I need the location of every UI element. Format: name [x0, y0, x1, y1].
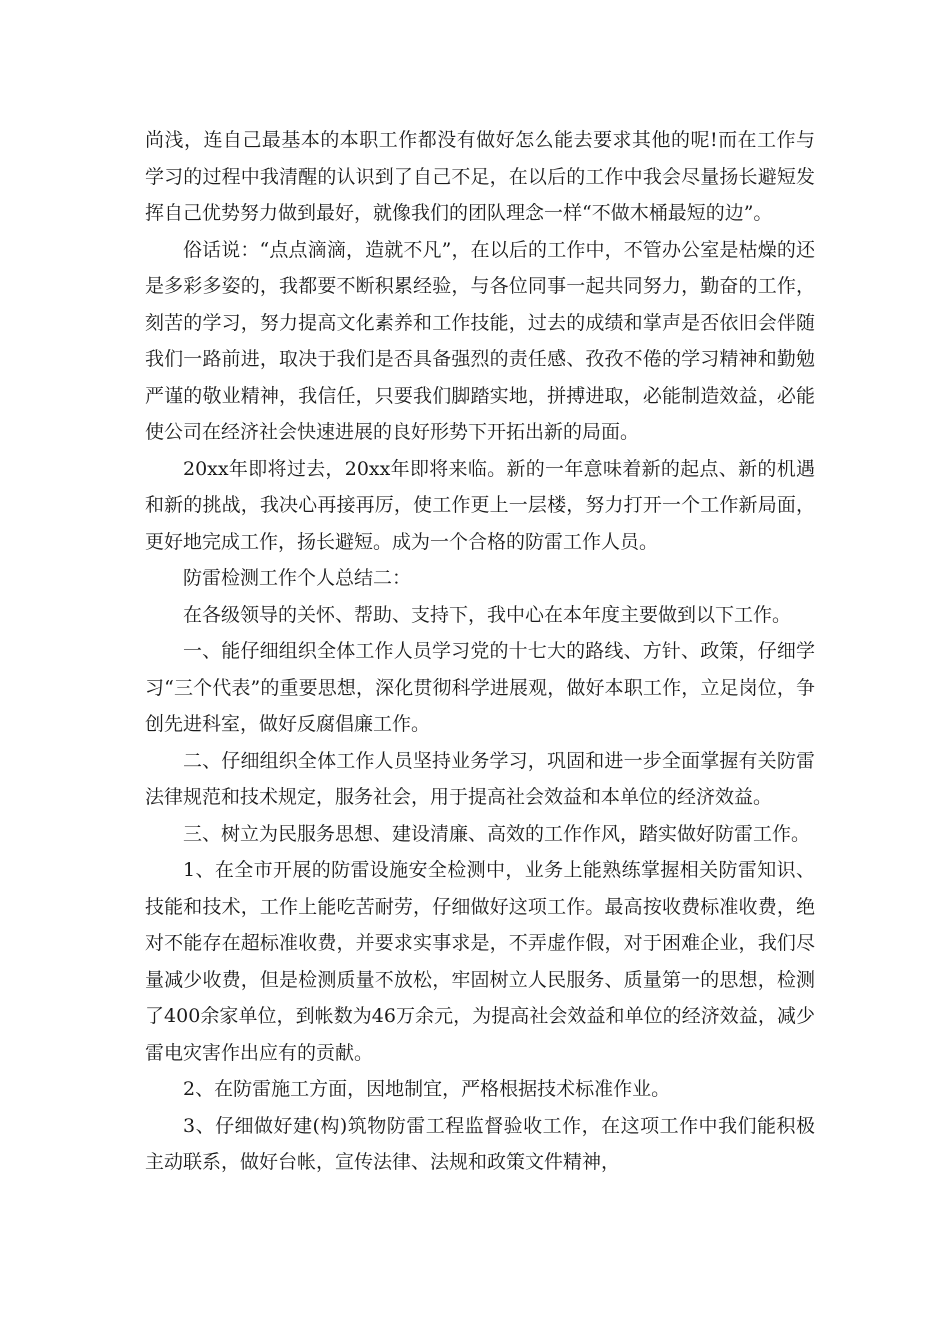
section-heading: 防雷检测工作个人总结二： [183, 567, 412, 589]
document-body [145, 122, 815, 1181]
paragraph-1: 尚浅，连自己最基本的本职工作都没有做好怎么能去要求其他的呢!而在工作与学习的过程中我清醒的认识到了自己不足，在以后的工作中我会尽量扬长避短发挥自己优势努力做到最好，就像我们的团队理念一样“不做木桶最短的边”。 [145, 129, 815, 224]
paragraph-10: 2、在防雷施工方面，因地制宜，严格根据技术标准作业。 [183, 1078, 671, 1100]
paragraph-5: 在各级领导的关怀、帮助、支持下，我中心在本年度主要做到以下工作。 [183, 603, 792, 626]
paragraph-7: 二、仔细组织全体工作人员坚持业务学习，巩固和进一步全面掌握有关防雷法律规范和技术规定，服务社会，用于提高社会效益和本单位的经济效益。 [145, 749, 815, 808]
paragraph-8: 三、树立为民服务思想、建设清廉、高效的工作作风，踏实做好防雷工作。 [183, 822, 811, 845]
paragraph-3: 20xx年即将过去，20xx年即将来临。新的一年意味着新的起点、新的机遇和新的挑战，我决心再接再厉，使工作更上一层楼，努力打开一个工作新局面，更好地完成工作，扬长避短。成为一个合格的防雷工作人员。 [145, 457, 815, 553]
paragraph-9: 1、在全市开展的防雷设施安全检测中，业务上能熟练掌握相关防雷知识、技能和技术，工作上能吃苦耐劳，仔细做好这项工作。最高按收费标准收费，绝对不能存在超标准收费，并要求实事求是，不弄虚作假，对于困难企业，我们尽量减少收费，但是检测质量不放松，牢固树立人民服务、质量第一的思想，检测了400余家单位，到帐数为46万余元，为提高社会效益和单位的经济效益，减少雷电灾害作出应有的贡献。 [145, 859, 815, 1064]
paragraph-2: 俗话说：“点点滴滴，造就不凡”，在以后的工作中，不管办公室是枯燥的还是多彩多姿的，我都要不断积累经验，与各位同事一起共同努力，勤奋的工作，刻苦的学习，努力提高文化素养和工作技能，过去的成绩和掌声是否依旧会伴随我们一路前进，取决于我们是否具备强烈的责任感、孜孜不倦的学习精神和勤勉严谨的敬业精神，我信任，只要我们脚踏实地，拼搏进取，必能制造效益，必能使公司在经济社会快速进展的良好形势下开拓出新的局面。 [145, 238, 815, 443]
paragraph-6: 一、能仔细组织全体工作人员学习党的十七大的路线、方针、政策，仔细学习“三个代表”的重要思想，深化贯彻科学进展观，做好本职工作，立足岗位，争创先进科室，做好反腐倡廉工作。 [145, 640, 815, 735]
paragraph-11: 3、仔细做好建(构)筑物防雷工程监督验收工作，在这项工作中我们能积极主动联系，做好台帐，宣传法律、法规和政策文件精神， [145, 1114, 815, 1173]
